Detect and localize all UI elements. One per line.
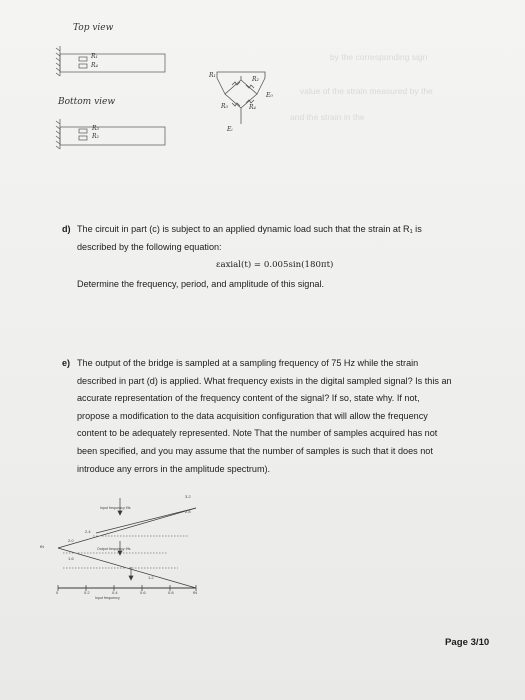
bridge-r2-label: R₂ xyxy=(252,76,259,83)
question-d-label: d) xyxy=(62,224,71,234)
bleed-through-line-3: and the strain in the xyxy=(290,112,365,122)
bottom-view-beam-sketch xyxy=(56,115,196,155)
question-d-line-2: described by the following equation: xyxy=(77,241,222,252)
fold-label-bottom-3: 0.4 xyxy=(112,590,118,595)
fold-axis-note: Input frequency xyxy=(95,596,120,600)
fold-label-bottom-5: 0.8 xyxy=(168,590,174,595)
top-r1-label: R₁ xyxy=(91,53,98,60)
fold-label-top-2: 2.8 xyxy=(185,509,191,514)
fold-label-mid-2: 2.0 xyxy=(68,538,74,543)
bridge-eo-label: E₀ xyxy=(266,92,273,99)
wheatstone-bridge-sketch xyxy=(205,66,285,136)
question-e-line-3: accurate representation of the frequency content of the signal? If so, state why. If not, xyxy=(77,393,420,404)
fold-label-mid-1: 2.4 xyxy=(85,529,91,534)
question-d-after: Determine the frequency, period, and amplitude of this signal. xyxy=(77,279,325,289)
page-number: Page 3/10 xyxy=(445,637,490,648)
fold-label-mid-3: 1.6 xyxy=(68,556,74,561)
bridge-r4-label: R₄ xyxy=(249,104,256,111)
fold-label-mid-4: 1.2 xyxy=(148,575,154,580)
question-e-line-7: introduce any errors in the amplitude spectrum). xyxy=(77,463,271,474)
question-d-equation: εaxial(t) = 0.005sin(180πt) xyxy=(216,260,334,270)
fold-label-bottom-1: 0 xyxy=(56,590,59,595)
bridge-r1-label: R₁ xyxy=(209,72,216,79)
question-e-line-5: content to be adequately represented. Note That the number of samples acquired has not xyxy=(77,428,438,439)
fold-label-top-1: 3.2 xyxy=(185,494,191,499)
question-e-line-2: described in part (d) is applied. What frequency exists in the digital sampled signal? Is this an xyxy=(77,375,452,386)
bridge-ei-label: Eᵢ xyxy=(227,126,233,133)
question-e-line-6: been specified, and you may assume that the number of samples is such that it does not xyxy=(77,446,433,456)
fold-arrow-note-2: Output frequency f/fs xyxy=(97,547,131,551)
question-d-line-1: The circuit in part (c) is subject to an applied dynamic load such that the strain at R₁ is xyxy=(77,224,422,234)
fold-arrow-note-1: Input frequency f/fs xyxy=(100,506,131,510)
bottom-r3-label: R₃ xyxy=(92,125,99,132)
question-e-line-4: propose a modification to the data acquisition configuration that will allow the frequency xyxy=(77,410,428,421)
bleed-through-line-2: value of the strain measured by the xyxy=(300,86,433,96)
bottom-r2-label: R₂ xyxy=(92,133,99,140)
question-e-label: e) xyxy=(62,358,71,368)
bottom-view-label: Bottom view xyxy=(58,97,116,107)
fold-label-bottom-4: 0.6 xyxy=(140,590,146,595)
fold-left-marker: fN xyxy=(40,544,44,549)
question-e xyxy=(62,355,507,485)
fold-label-bottom-6: fN xyxy=(193,590,197,595)
top-view-beam-sketch xyxy=(56,42,196,82)
fold-label-bottom-2: 0.2 xyxy=(84,590,90,595)
top-r4-label: R₄ xyxy=(91,62,98,69)
top-view-label: Top view xyxy=(73,23,114,33)
bleed-through-line-1: by the corresponding sign xyxy=(330,52,428,62)
question-e-line-1: The output of the bridge is sampled at a sampling frequency of 75 Hz while the strain xyxy=(77,358,419,368)
bridge-r3-label: R₃ xyxy=(221,103,228,110)
